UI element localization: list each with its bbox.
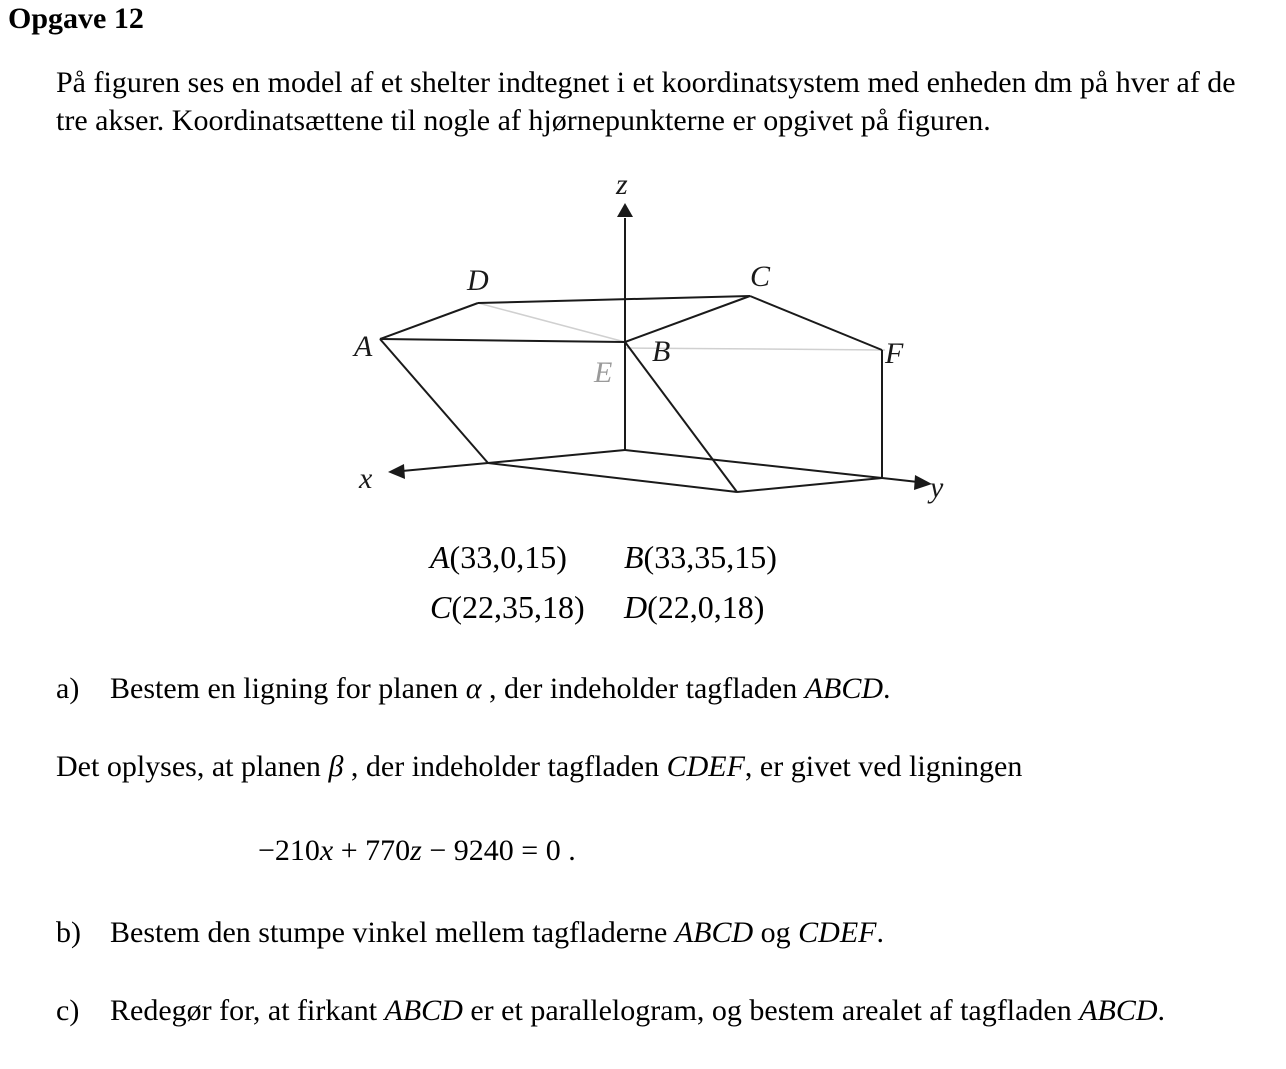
edge-B-ground — [625, 342, 737, 492]
coord-B: B(33,35,15) — [624, 539, 777, 575]
x-axis — [402, 463, 488, 471]
question-b — [56, 914, 884, 952]
label-A: A — [354, 330, 373, 363]
x-axis-arrowhead — [388, 464, 405, 479]
y-axis-inner — [625, 450, 882, 478]
coord-C: C(22,35,18) — [430, 589, 585, 625]
label-x: x — [359, 462, 373, 495]
label-y: y — [930, 471, 944, 504]
edge-D-C — [478, 296, 750, 303]
intro-text: På figuren ses en model af et shelter indtegnet i et koordinatsystem med enheden dm på hver af de tre akser. Koordinatsættene til nogle af hjørnepunkterne er opgivet på figuren. — [56, 66, 1236, 137]
label-C: C — [750, 260, 771, 293]
y-axis — [882, 478, 918, 482]
question-a-label: a) — [56, 672, 80, 705]
question-a-text: Bestem en ligning for planen α , der indeholder tagfladen ABCD. — [110, 672, 891, 705]
x-axis-inner — [488, 450, 625, 463]
question-b-label: b) — [56, 916, 81, 949]
coord-row-1 — [430, 532, 777, 582]
label-z: z — [616, 170, 628, 201]
edge-A-ground — [380, 339, 488, 463]
z-axis-arrowhead — [617, 203, 633, 217]
label-B: B — [652, 335, 671, 368]
coord-row-2 — [430, 582, 777, 632]
plane-beta-equation: −210x + 770z − 9240 = 0 . — [258, 834, 576, 867]
coord-A: A(33,0,15) — [430, 539, 567, 575]
hidden-edge-D-E — [478, 303, 625, 342]
question-c-label: c) — [56, 994, 80, 1027]
question-a — [56, 670, 891, 708]
plane-beta-info: Det oplyses, at planen β , der indeholder tagfladen CDEF, er givet ved ligningen — [56, 750, 1023, 783]
coord-D: D(22,0,18) — [624, 589, 765, 625]
edge-C-F — [750, 296, 882, 350]
ground-edge-right — [737, 478, 882, 492]
point-coordinates — [430, 532, 777, 632]
question-b-text: Bestem den stumpe vinkel mellem tagfladerne ABCD og CDEF. — [110, 916, 884, 949]
ground-edge-front — [488, 463, 737, 492]
exercise-title: Opgave 12 — [8, 2, 144, 35]
edge-A-B — [380, 339, 625, 342]
label-F: F — [885, 337, 904, 370]
edge-A-D — [380, 303, 478, 339]
shelter-figure — [340, 170, 960, 510]
question-c-text: Redegør for, at firkant ABCD er et parallelogram, og bestem arealet af tagfladen ABCD. — [110, 994, 1166, 1027]
label-E: E — [594, 356, 613, 389]
shelter-diagram — [340, 170, 960, 510]
edge-C-B — [625, 296, 750, 342]
label-D: D — [467, 264, 489, 297]
question-c — [56, 992, 1166, 1030]
